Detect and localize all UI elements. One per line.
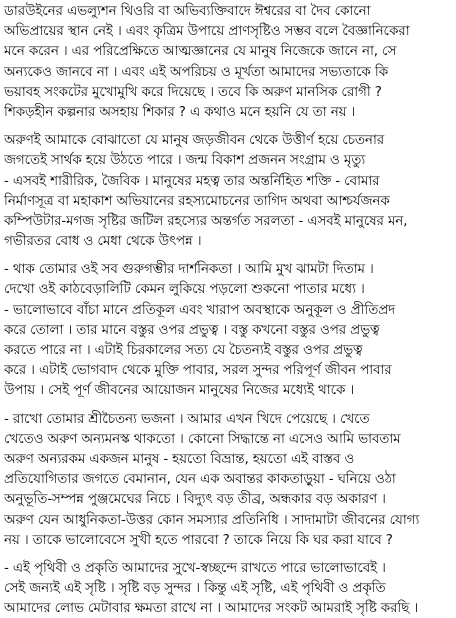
text-line: গভীরতর বোধ ও মেধা থেকে উৎপন্ন ।	[4, 233, 202, 250]
text-line: - এসবই শারীরিক, জৈবিক । মানুষের মহত্ব তার অন্তর্নিহিত শক্তি - বোমার	[4, 172, 380, 189]
text-line: খেতেও অরুণ অন্যমনস্ক থাকতো । কোনো সিদ্ধান্তে না এসেও আমি ভাবতাম	[4, 430, 401, 447]
text-line: আমাদের লোভ মেটাবার ক্ষমতা রাখে না । আমাদের সংকট আমরাই সৃষ্টি করছি ।	[4, 600, 419, 617]
text-line: নির্মাণসূত্র বা মহাকাশ অভিযানের রহস্যমোচনের তাগিদ অথবা আশ্চর্যজনক	[4, 192, 390, 209]
text-line: অরুণই আমাকে বোঝাতো যে মানুষ জড়জীবন থেকে উত্তীর্ণ হয়ে চেতনার	[4, 132, 384, 149]
text-line: - থাক তোমার ওই সব গুরুগম্ভীর দার্শনিকতা । আমি মুখ ঝামটা দিতাম ।	[4, 261, 374, 278]
paragraph-4	[4, 409, 453, 550]
text-line: অভিপ্রায়ের স্থান নেই । এবং কৃত্রিম উপায়ে প্রাণসৃষ্টিও সম্ভব বলে বৈজ্ঞানিকেরা	[4, 23, 410, 40]
paragraph-gap	[4, 251, 453, 259]
paragraph-3	[4, 259, 453, 400]
text-line: ডারউইনের এভল্যুশন থিওরি বা অভিব্যক্তিবাদে ঈশ্বরের বা দৈব কোনো	[4, 3, 371, 19]
text-line: অরুণ যেন আধুনিকতা-উত্তর কোন সমস্যার প্রতিনিধি । সাদামাটা জীবনের যোগ্য	[4, 511, 420, 528]
text-line: নয় । তাকে ভালোবেসে সুখী হতে পারবো ? তাকে নিয়ে কি ঘর করা যাবে ?	[4, 531, 393, 548]
text-line: - ভালোভাবে বাঁচা মানে প্রতিকূল এবং খারাপ অবস্থাকে অনুকূল ও প্রীতিপ্রদ	[4, 301, 396, 318]
text-line: করে । এটাই ভোগবাদ থেকে মুক্তি পাবার, সরল সুন্দর পরিপূর্ণ জীবন পাবার	[4, 362, 392, 379]
text-line: করতে পারে না । এটাই চিরকালের সত্য যে চৈতন্যই বস্তুর ওপর প্রভুত্ব	[4, 342, 363, 358]
paragraph-5	[4, 558, 453, 618]
text-line: শিকড়হীন কল্পনার অসহায় শিকার ? এ কথাও মনে হয়নি যে তা নয় ।	[4, 103, 356, 120]
text-line: - এই পৃথিবী ও প্রকৃতি আমাদের সুখে-স্বচ্ছন্দে রাখতে পারে ভালোভাবেই ।	[4, 559, 386, 576]
text-line: দেখো ওই কাঠবেড়ালিটি কেমন লুকিয়ে পড়লো শুকনো পাতার মধ্যে ।	[4, 281, 365, 298]
text-line: অন্যকেও জানবে না । এবং এই অপরিচয় ও মূর্খতা আমাদের সভ্যতাকে কি	[4, 63, 388, 80]
paragraph-gap	[4, 401, 453, 409]
text-line: জগতেই সার্থক হয়ে উঠতে পারে । জন্ম বিকাশ প্রজনন সংগ্রাম ও মৃত্যু	[4, 152, 366, 169]
paragraph-2	[4, 130, 453, 251]
text-line: উপায় । সেই পূর্ণ জীবনের আয়োজন মানুষের নিজের মধ্যেই থাকে ।	[4, 382, 355, 399]
text-line: মনে করেন । এর পরিপ্রেক্ষিতে আত্মজ্ঞানের যে মানুষ নিজেকে জানে না, সে	[4, 43, 397, 60]
text-line: কম্পিউটার-মগজ সৃষ্টির জটিল রহস্যের অন্তর্গত সরলতা - এসবই মানুষের মন,	[4, 212, 408, 229]
text-line: সেই জন্যই এই সৃষ্টি । সৃষ্টি বড় সুন্দর । কিন্তু এই সৃষ্টি, এই পৃথিবী ও প্রকৃতি	[4, 580, 386, 597]
text-line: - রাখো তোমার শ্রীচৈতন্য ভজনা । আমার এখন খিদে পেয়েছে । খেতে	[4, 410, 370, 427]
paragraph-1	[4, 1, 453, 122]
text-line: প্রতিযোগিতার জগতে বেমানান, যেন এক অবান্তর কাকতাড়ুয়া - ঘনিয়ে ওঠা	[4, 471, 396, 488]
text-line: করে তোলা । তার মানে বস্তুর ওপর প্রভুত্ব । বস্তু কখনো বস্তুর ওপর প্রভুত্ব	[4, 321, 380, 338]
text-line: ভয়াবহ সংকটের মুখোমুখি করে দিয়েছে । তবে কি অরুণ মানসিক রোগী ?	[4, 83, 382, 100]
text-line: অরুণ অন্যরকম একজন মানুষ - হয়তো বিভ্রান্ত, হয়তো এই বাস্তব ও	[4, 450, 355, 467]
paragraph-gap	[4, 550, 453, 558]
paragraph-gap	[4, 122, 453, 130]
text-line: অনুভূতি-সম্পন্ন পুঞ্জমেঘের নিচে । বিদ্যুৎ বড় তীব্র, অন্ধকার বড় অকারণ ।	[4, 491, 386, 508]
